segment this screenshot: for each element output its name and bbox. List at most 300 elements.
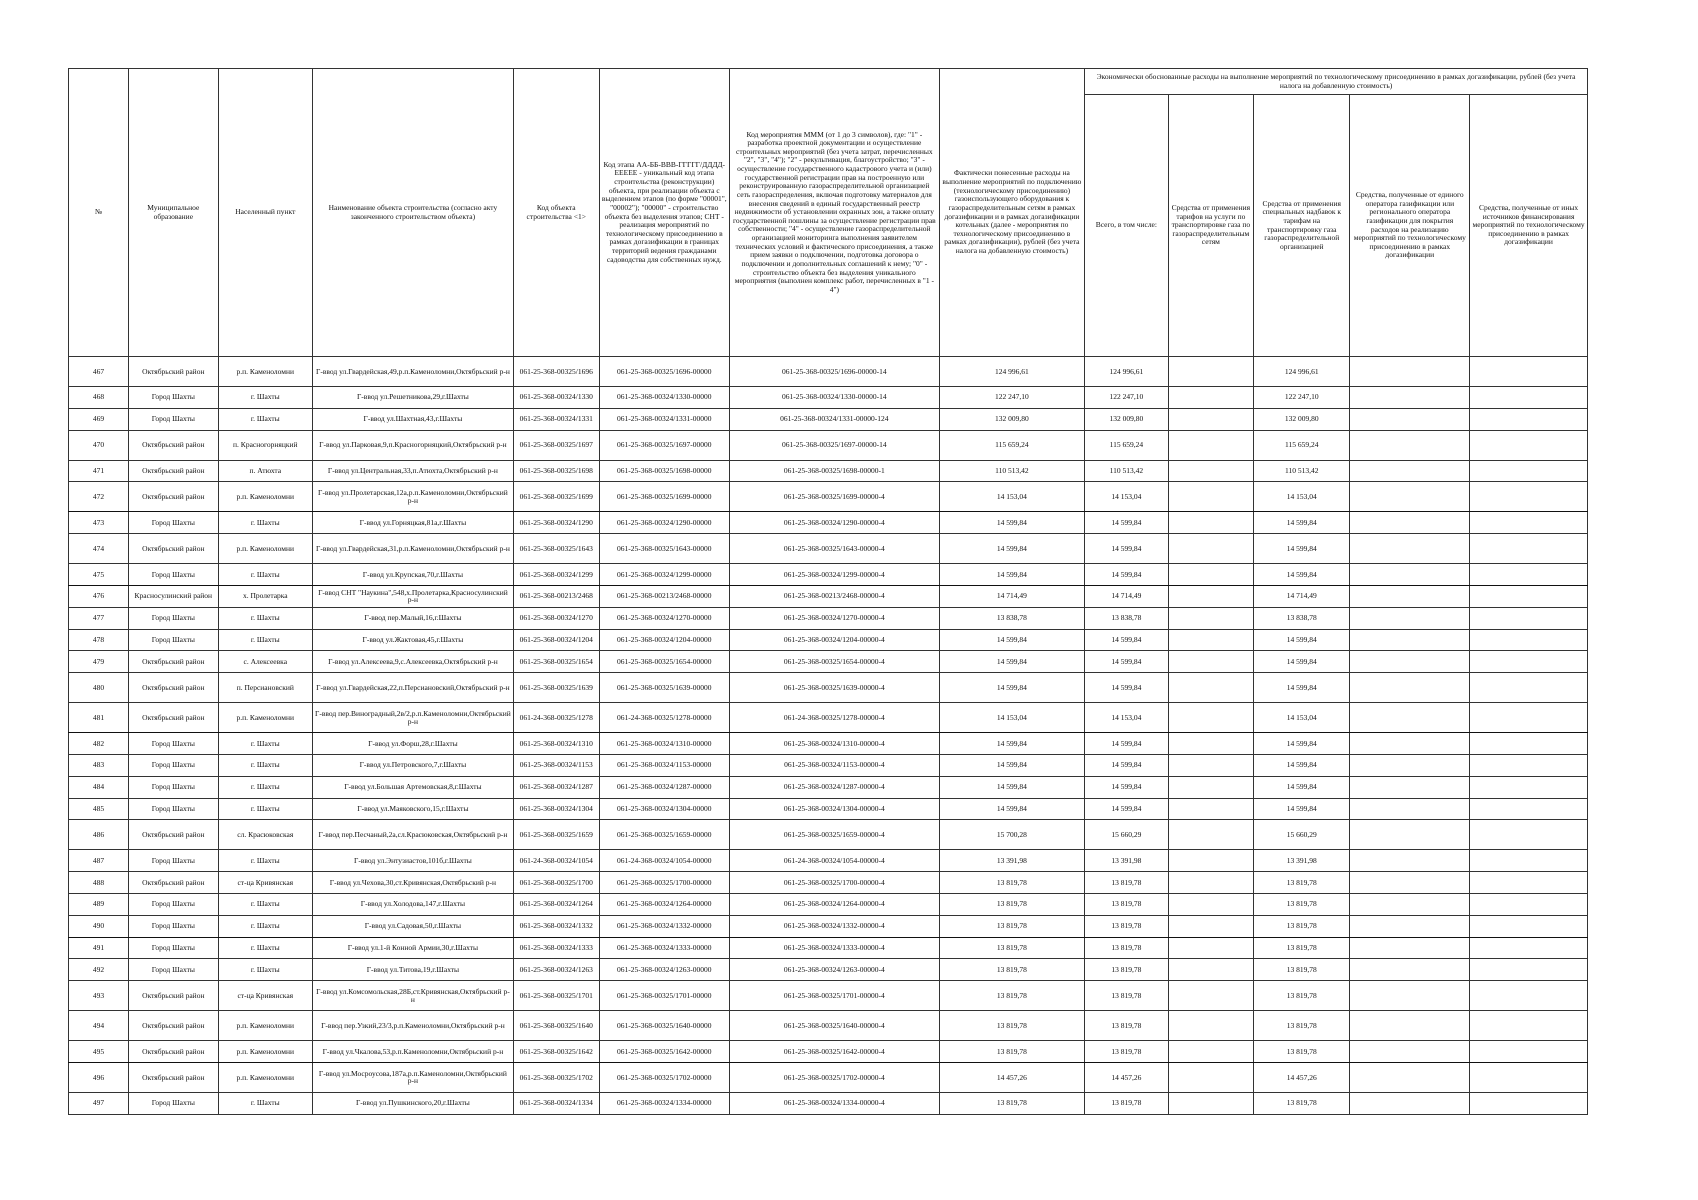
- cell-operator: [1350, 915, 1470, 937]
- cell-stage-code: 061-25-368-00325/1654-00000: [599, 651, 730, 673]
- cell-event-code: 061-25-368-00324/1331-00000-124: [730, 408, 940, 430]
- cell-object-name: Г-ввод ул.Пушкинского,20,г.Шахты: [312, 1092, 513, 1114]
- cell-municipality: Город Шахты: [128, 915, 218, 937]
- cell-total: 14 457,26: [1085, 1062, 1168, 1092]
- cell-tariff: [1168, 482, 1254, 512]
- cell-stage-code: 061-25-368-00325/1697-00000: [599, 430, 730, 460]
- cell-object-code: 061-25-368-00325/1654: [513, 651, 599, 673]
- cell-actual-costs: 13 819,78: [939, 1041, 1084, 1063]
- cell-operator: [1350, 564, 1470, 586]
- cell-event-code: 061-25-368-00324/1332-00000-4: [730, 915, 940, 937]
- cell-operator: [1350, 850, 1470, 872]
- cell-tariff: [1168, 820, 1254, 850]
- cell-event-code: 061-25-368-00213/2468-00000-4: [730, 585, 940, 607]
- cell-total: 13 819,78: [1085, 1041, 1168, 1063]
- cell-surcharge: 14 599,84: [1254, 754, 1350, 776]
- cell-operator: [1350, 733, 1470, 755]
- cell-total: 13 819,78: [1085, 915, 1168, 937]
- cell-actual-costs: 14 153,04: [939, 703, 1084, 733]
- cell-surcharge: 14 153,04: [1254, 703, 1350, 733]
- cell-event-code: 061-25-368-00325/1659-00000-4: [730, 820, 940, 850]
- cell-no: 470: [69, 430, 129, 460]
- cell-surcharge: 14 599,84: [1254, 776, 1350, 798]
- cell-object-code: 061-25-368-00325/1643: [513, 534, 599, 564]
- cell-municipality: Город Шахты: [128, 959, 218, 981]
- cell-object-name: Г-ввод ул.Чкалова,53,р.п.Каменоломни,Октябрьский р-н: [312, 1041, 513, 1063]
- table-row: [69, 798, 1588, 820]
- cell-settlement: п. Атюхта: [218, 460, 312, 482]
- cell-tariff: [1168, 850, 1254, 872]
- cell-object-name: Г-ввод ул.Гвардейская,31,р.п.Каменоломни,Октябрьский р-н: [312, 534, 513, 564]
- cell-tariff: [1168, 408, 1254, 430]
- cell-stage-code: 061-25-368-00324/1264-00000: [599, 893, 730, 915]
- cell-event-code: 061-25-368-00325/1642-00000-4: [730, 1041, 940, 1063]
- cell-municipality: Город Шахты: [128, 798, 218, 820]
- cell-actual-costs: 14 599,84: [939, 629, 1084, 651]
- cell-no: 485: [69, 798, 129, 820]
- cell-settlement: г. Шахты: [218, 959, 312, 981]
- cell-total: 14 599,84: [1085, 534, 1168, 564]
- cell-object-code: 061-25-368-00325/1697: [513, 430, 599, 460]
- cell-operator: [1350, 430, 1470, 460]
- cell-operator: [1350, 357, 1470, 387]
- cell-object-code: 061-25-368-00324/1153: [513, 754, 599, 776]
- cell-total: 13 819,78: [1085, 937, 1168, 959]
- table-row: [69, 408, 1588, 430]
- cell-operator: [1350, 959, 1470, 981]
- cell-object-name: Г-ввод ул.1-й Конной Армии,30,г.Шахты: [312, 937, 513, 959]
- cell-surcharge: 13 819,78: [1254, 1041, 1350, 1063]
- cell-event-code: 061-25-368-00325/1699-00000-4: [730, 482, 940, 512]
- cell-tariff: [1168, 959, 1254, 981]
- cell-other: [1470, 1011, 1588, 1041]
- cell-actual-costs: 13 819,78: [939, 937, 1084, 959]
- table-row: [69, 733, 1588, 755]
- cell-settlement: г. Шахты: [218, 850, 312, 872]
- cell-municipality: Город Шахты: [128, 937, 218, 959]
- cell-settlement: ст-ца Кривянская: [218, 981, 312, 1011]
- cell-object-code: 061-25-368-00324/1204: [513, 629, 599, 651]
- table-row: [69, 1062, 1588, 1092]
- cell-no: 494: [69, 1011, 129, 1041]
- cell-no: 482: [69, 733, 129, 755]
- table-row: [69, 534, 1588, 564]
- cell-event-code: 061-25-368-00325/1640-00000-4: [730, 1011, 940, 1041]
- cell-settlement: г. Шахты: [218, 937, 312, 959]
- cell-municipality: Город Шахты: [128, 754, 218, 776]
- cell-object-code: 061-25-368-00324/1270: [513, 607, 599, 629]
- cell-object-name: Г-ввод пер.Малый,16,г.Шахты: [312, 607, 513, 629]
- cell-actual-costs: 14 599,84: [939, 754, 1084, 776]
- cell-event-code: 061-25-368-00325/1643-00000-4: [730, 534, 940, 564]
- cell-object-name: Г-ввод ул.Гвардейская,49,р.п.Каменоломни,Октябрьский р-н: [312, 357, 513, 387]
- cell-municipality: Красносулинский район: [128, 585, 218, 607]
- cell-actual-costs: 132 009,80: [939, 408, 1084, 430]
- cell-object-name: Г-ввод ул.Холодова,147,г.Шахты: [312, 893, 513, 915]
- cell-no: 474: [69, 534, 129, 564]
- cell-actual-costs: 14 153,04: [939, 482, 1084, 512]
- cell-actual-costs: 13 819,78: [939, 1092, 1084, 1114]
- cell-no: 488: [69, 872, 129, 894]
- table-row: [69, 673, 1588, 703]
- cell-tariff: [1168, 754, 1254, 776]
- cell-surcharge: 13 819,78: [1254, 915, 1350, 937]
- cell-object-name: Г-ввод ул.Титова,19,г.Шахты: [312, 959, 513, 981]
- cell-stage-code: 061-25-368-00325/1700-00000: [599, 872, 730, 894]
- cell-operator: [1350, 754, 1470, 776]
- cell-other: [1470, 564, 1588, 586]
- cell-object-name: Г-ввод ул.Чехова,30,ст.Кривянская,Октябрьский р-н: [312, 872, 513, 894]
- cell-no: 481: [69, 703, 129, 733]
- table-row: [69, 651, 1588, 673]
- cell-total: 124 996,61: [1085, 357, 1168, 387]
- cell-object-name: Г-ввод пер.Виноградный,2в/2,р.п.Каменоломни,Октябрьский р-н: [312, 703, 513, 733]
- cell-no: 475: [69, 564, 129, 586]
- cell-event-code: 061-25-368-00325/1700-00000-4: [730, 872, 940, 894]
- cell-settlement: п. Персиановский: [218, 673, 312, 703]
- cell-surcharge: 13 819,78: [1254, 937, 1350, 959]
- cell-operator: [1350, 937, 1470, 959]
- cell-municipality: Город Шахты: [128, 387, 218, 409]
- cell-event-code: 061-25-368-00325/1701-00000-4: [730, 981, 940, 1011]
- cell-no: 476: [69, 585, 129, 607]
- cell-object-name: Г-ввод ул.Центральная,33,п.Атюхта,Октябрьский р-н: [312, 460, 513, 482]
- cell-surcharge: 13 819,78: [1254, 1011, 1350, 1041]
- cell-surcharge: 13 819,78: [1254, 1092, 1350, 1114]
- table-row: [69, 1041, 1588, 1063]
- cell-surcharge: 14 599,84: [1254, 673, 1350, 703]
- cell-tariff: [1168, 430, 1254, 460]
- cell-event-code: 061-25-368-00324/1334-00000-4: [730, 1092, 940, 1114]
- header-municipality: Муниципальное образование: [128, 69, 218, 357]
- cell-actual-costs: 13 819,78: [939, 959, 1084, 981]
- cell-municipality: Октябрьский район: [128, 651, 218, 673]
- cell-settlement: г. Шахты: [218, 408, 312, 430]
- cell-other: [1470, 776, 1588, 798]
- cell-total: 14 599,84: [1085, 651, 1168, 673]
- cell-tariff: [1168, 387, 1254, 409]
- cell-actual-costs: 110 513,42: [939, 460, 1084, 482]
- cell-actual-costs: 14 599,84: [939, 651, 1084, 673]
- cell-event-code: 061-25-368-00324/1290-00000-4: [730, 512, 940, 534]
- cell-stage-code: 061-25-368-00324/1334-00000: [599, 1092, 730, 1114]
- cell-no: 483: [69, 754, 129, 776]
- cell-object-name: Г-ввод ул.Петровского,7,г.Шахты: [312, 754, 513, 776]
- cell-surcharge: 14 599,84: [1254, 512, 1350, 534]
- cell-total: 14 714,49: [1085, 585, 1168, 607]
- table-row: [69, 850, 1588, 872]
- cell-tariff: [1168, 585, 1254, 607]
- header-stage-code: Код этапа АА-ББ-ВВВ-ГГГГГ/ДДДД-ЕЕЕЕЕ - уникальный код этапа строительства (реконструкции) объекта, при реализации объекта с выделением этапов (по форме "00001", "00002"); "00000" - строительство объекта без выделения этапов; СНТ - реализация мероприятий по технологическому присоединению в рамках догазификации в границах территорий ведения гражданами садоводства для собственных нужд.: [599, 69, 730, 357]
- cell-municipality: Октябрьский район: [128, 534, 218, 564]
- table-row: [69, 959, 1588, 981]
- cell-stage-code: 061-25-368-00324/1299-00000: [599, 564, 730, 586]
- cell-surcharge: 13 819,78: [1254, 959, 1350, 981]
- cell-stage-code: 061-25-368-00325/1696-00000: [599, 357, 730, 387]
- cell-no: 480: [69, 673, 129, 703]
- cell-object-code: 061-25-368-00324/1334: [513, 1092, 599, 1114]
- cell-stage-code: 061-25-368-00324/1332-00000: [599, 915, 730, 937]
- cell-operator: [1350, 1092, 1470, 1114]
- cell-municipality: Город Шахты: [128, 629, 218, 651]
- cell-settlement: р.п. Каменоломни: [218, 534, 312, 564]
- cell-event-code: 061-24-368-00324/1054-00000-4: [730, 850, 940, 872]
- table-row: [69, 872, 1588, 894]
- cell-settlement: г. Шахты: [218, 754, 312, 776]
- table-row: [69, 607, 1588, 629]
- cell-object-code: 061-25-368-00324/1304: [513, 798, 599, 820]
- cell-object-name: Г-ввод ул.Садовая,50,г.Шахты: [312, 915, 513, 937]
- cell-stage-code: 061-25-368-00325/1698-00000: [599, 460, 730, 482]
- cell-object-name: Г-ввод ул.Алексеева,9,с.Алексеевка,Октябрьский р-н: [312, 651, 513, 673]
- cell-no: 496: [69, 1062, 129, 1092]
- header-sub-other: Средства, полученные от иных источников финансирования мероприятий по технологическому присоединению в рамках догазификации: [1470, 95, 1588, 357]
- cell-operator: [1350, 798, 1470, 820]
- cell-object-code: 061-25-368-00324/1264: [513, 893, 599, 915]
- cell-settlement: г. Шахты: [218, 733, 312, 755]
- header-settlement: Населенный пункт: [218, 69, 312, 357]
- cell-object-code: 061-24-368-00324/1054: [513, 850, 599, 872]
- cell-object-code: 061-25-368-00324/1299: [513, 564, 599, 586]
- cell-event-code: 061-25-368-00324/1333-00000-4: [730, 937, 940, 959]
- cell-operator: [1350, 585, 1470, 607]
- header-group-title: Экономически обоснованные расходы на выполнение мероприятий по технологическому присоединению в рамках догазификации, рублей (без учета налога на добавленную стоимость): [1085, 69, 1588, 95]
- cell-no: 472: [69, 482, 129, 512]
- cell-municipality: Октябрьский район: [128, 673, 218, 703]
- cell-tariff: [1168, 937, 1254, 959]
- cell-tariff: [1168, 703, 1254, 733]
- cell-settlement: р.п. Каменоломни: [218, 1041, 312, 1063]
- cell-other: [1470, 872, 1588, 894]
- cell-stage-code: 061-25-368-00324/1204-00000: [599, 629, 730, 651]
- cell-settlement: г. Шахты: [218, 798, 312, 820]
- cell-settlement: р.п. Каменоломни: [218, 482, 312, 512]
- cell-event-code: 061-25-368-00324/1310-00000-4: [730, 733, 940, 755]
- table-body: [69, 357, 1588, 1115]
- cell-stage-code: 061-25-368-00324/1263-00000: [599, 959, 730, 981]
- cell-actual-costs: 14 599,84: [939, 564, 1084, 586]
- cell-surcharge: 13 819,78: [1254, 872, 1350, 894]
- table-row: [69, 915, 1588, 937]
- cell-total: 13 819,78: [1085, 872, 1168, 894]
- cell-no: 471: [69, 460, 129, 482]
- cell-settlement: р.п. Каменоломни: [218, 357, 312, 387]
- cell-total: 14 153,04: [1085, 703, 1168, 733]
- cell-object-code: 061-25-368-00324/1330: [513, 387, 599, 409]
- cell-other: [1470, 850, 1588, 872]
- cell-stage-code: 061-25-368-00213/2468-00000: [599, 585, 730, 607]
- cell-stage-code: 061-25-368-00325/1642-00000: [599, 1041, 730, 1063]
- cell-total: 13 819,78: [1085, 981, 1168, 1011]
- cell-surcharge: 14 599,84: [1254, 534, 1350, 564]
- cell-event-code: 061-25-368-00324/1270-00000-4: [730, 607, 940, 629]
- cell-other: [1470, 1092, 1588, 1114]
- cell-other: [1470, 387, 1588, 409]
- cell-object-name: Г-ввод ул.Маяковского,15,г.Шахты: [312, 798, 513, 820]
- cell-total: 13 819,78: [1085, 959, 1168, 981]
- cell-object-code: 061-25-368-00325/1699: [513, 482, 599, 512]
- cell-surcharge: 14 599,84: [1254, 733, 1350, 755]
- cell-object-code: 061-25-368-00325/1642: [513, 1041, 599, 1063]
- cell-actual-costs: 13 819,78: [939, 872, 1084, 894]
- cell-municipality: Город Шахты: [128, 1092, 218, 1114]
- header-actual-costs: Фактически понесенные расходы на выполнение мероприятий по подключению (технологическому присоединению) газоиспользующего оборудования к газораспределительным сетям в рамках догазификации и в рамках догазификации котельных (далее - мероприятия по технологическому присоединению в рамках догазификации), рублей (без учета налога на добавленную стоимость): [939, 69, 1084, 357]
- cell-municipality: Город Шахты: [128, 733, 218, 755]
- cell-object-code: 061-25-368-00213/2468: [513, 585, 599, 607]
- cell-settlement: г. Шахты: [218, 512, 312, 534]
- cell-object-name: Г-ввод ул.Форш,28,г.Шахты: [312, 733, 513, 755]
- cell-operator: [1350, 482, 1470, 512]
- table-row: [69, 387, 1588, 409]
- cell-event-code: 061-24-368-00325/1278-00000-4: [730, 703, 940, 733]
- cell-surcharge: 14 599,84: [1254, 798, 1350, 820]
- cell-total: 14 599,84: [1085, 512, 1168, 534]
- cell-event-code: 061-25-368-00324/1287-00000-4: [730, 776, 940, 798]
- table-row: [69, 1092, 1588, 1114]
- header-sub-total: Всего, в том числе:: [1085, 95, 1168, 357]
- cell-operator: [1350, 872, 1470, 894]
- cell-settlement: р.п. Каменоломни: [218, 1062, 312, 1092]
- cell-object-code: 061-25-368-00324/1331: [513, 408, 599, 430]
- cell-tariff: [1168, 629, 1254, 651]
- table-row: [69, 512, 1588, 534]
- cell-operator: [1350, 460, 1470, 482]
- cell-stage-code: 061-25-368-00324/1331-00000: [599, 408, 730, 430]
- header-object-name: Наименование объекта строительства (согласно акту законченного строительством объекта): [312, 69, 513, 357]
- cell-tariff: [1168, 1041, 1254, 1063]
- cell-surcharge: 122 247,10: [1254, 387, 1350, 409]
- cell-total: 13 838,78: [1085, 607, 1168, 629]
- cell-actual-costs: 122 247,10: [939, 387, 1084, 409]
- table-row: [69, 585, 1588, 607]
- cell-other: [1470, 1062, 1588, 1092]
- cell-object-name: Г-ввод ул.Шахтная,43,г.Шахты: [312, 408, 513, 430]
- cell-other: [1470, 512, 1588, 534]
- cell-total: 14 599,84: [1085, 673, 1168, 703]
- cell-other: [1470, 357, 1588, 387]
- cell-actual-costs: 14 457,26: [939, 1062, 1084, 1092]
- table-header: [69, 69, 1588, 357]
- cell-tariff: [1168, 1011, 1254, 1041]
- cell-total: 14 599,84: [1085, 754, 1168, 776]
- cell-stage-code: 061-25-368-00325/1659-00000: [599, 820, 730, 850]
- cell-event-code: 061-25-368-00325/1698-00000-1: [730, 460, 940, 482]
- cell-municipality: Город Шахты: [128, 408, 218, 430]
- cell-surcharge: 124 996,61: [1254, 357, 1350, 387]
- cell-tariff: [1168, 1092, 1254, 1114]
- cell-settlement: ст-ца Кривянская: [218, 872, 312, 894]
- cell-object-name: Г-ввод ул.Парковая,9,п.Красногорняцкий,Октябрьский р-н: [312, 430, 513, 460]
- cell-surcharge: 14 599,84: [1254, 651, 1350, 673]
- cell-surcharge: 14 599,84: [1254, 564, 1350, 586]
- cell-stage-code: 061-25-368-00324/1310-00000: [599, 733, 730, 755]
- cell-municipality: Октябрьский район: [128, 820, 218, 850]
- cell-tariff: [1168, 798, 1254, 820]
- cell-object-code: 061-25-368-00325/1701: [513, 981, 599, 1011]
- cell-operator: [1350, 820, 1470, 850]
- cell-no: 479: [69, 651, 129, 673]
- cell-no: 491: [69, 937, 129, 959]
- cell-object-name: Г-ввод ул.Энтузиастов,101б,г.Шахты: [312, 850, 513, 872]
- cell-operator: [1350, 1062, 1470, 1092]
- cell-event-code: 061-25-368-00325/1697-00000-14: [730, 430, 940, 460]
- table-row: [69, 564, 1588, 586]
- cell-tariff: [1168, 564, 1254, 586]
- cell-tariff: [1168, 981, 1254, 1011]
- cell-total: 13 391,98: [1085, 850, 1168, 872]
- cell-operator: [1350, 981, 1470, 1011]
- cell-other: [1470, 629, 1588, 651]
- cell-no: 484: [69, 776, 129, 798]
- cell-actual-costs: 115 659,24: [939, 430, 1084, 460]
- cell-actual-costs: 14 599,84: [939, 733, 1084, 755]
- cell-other: [1470, 820, 1588, 850]
- cell-actual-costs: 13 819,78: [939, 981, 1084, 1011]
- cell-operator: [1350, 776, 1470, 798]
- cell-actual-costs: 14 599,84: [939, 512, 1084, 534]
- cell-other: [1470, 585, 1588, 607]
- cell-stage-code: 061-25-368-00325/1640-00000: [599, 1011, 730, 1041]
- cell-object-code: 061-25-368-00324/1287: [513, 776, 599, 798]
- cell-tariff: [1168, 607, 1254, 629]
- cell-stage-code: 061-24-368-00325/1278-00000: [599, 703, 730, 733]
- cell-settlement: г. Шахты: [218, 387, 312, 409]
- cell-object-code: 061-24-368-00325/1278: [513, 703, 599, 733]
- cell-actual-costs: 14 599,84: [939, 534, 1084, 564]
- cell-municipality: Город Шахты: [128, 776, 218, 798]
- cell-total: 14 599,84: [1085, 733, 1168, 755]
- cell-other: [1470, 893, 1588, 915]
- cell-operator: [1350, 512, 1470, 534]
- cell-actual-costs: 13 819,78: [939, 893, 1084, 915]
- table-row: [69, 703, 1588, 733]
- cell-surcharge: 115 659,24: [1254, 430, 1350, 460]
- cell-object-code: 061-25-368-00325/1639: [513, 673, 599, 703]
- cell-stage-code: 061-25-368-00324/1287-00000: [599, 776, 730, 798]
- cell-settlement: г. Шахты: [218, 564, 312, 586]
- cell-tariff: [1168, 534, 1254, 564]
- cell-event-code: 061-25-368-00325/1696-00000-14: [730, 357, 940, 387]
- table-row: [69, 629, 1588, 651]
- table-row: [69, 357, 1588, 387]
- cell-actual-costs: 14 599,84: [939, 673, 1084, 703]
- cell-actual-costs: 13 819,78: [939, 915, 1084, 937]
- cell-object-name: Г-ввод ул.Большая Артемовская,8,г.Шахты: [312, 776, 513, 798]
- cell-stage-code: 061-25-368-00325/1699-00000: [599, 482, 730, 512]
- cell-operator: [1350, 408, 1470, 430]
- cell-object-name: Г-ввод ул.Крупская,70,г.Шахты: [312, 564, 513, 586]
- cell-object-code: 061-25-368-00324/1263: [513, 959, 599, 981]
- cell-settlement: г. Шахты: [218, 629, 312, 651]
- cell-object-name: Г-ввод ул.Пролетарская,12а,р.п.Каменоломни,Октябрьский р-н: [312, 482, 513, 512]
- cell-operator: [1350, 673, 1470, 703]
- cell-tariff: [1168, 357, 1254, 387]
- cell-municipality: Октябрьский район: [128, 1041, 218, 1063]
- cell-object-name: Г-ввод ул.Горняцкая,81а,г.Шахты: [312, 512, 513, 534]
- cell-surcharge: 13 819,78: [1254, 981, 1350, 1011]
- cell-surcharge: 14 599,84: [1254, 629, 1350, 651]
- cell-object-name: Г-ввод пер.Песчаный,2а,сл.Красюковская,Октябрьский р-н: [312, 820, 513, 850]
- cell-tariff: [1168, 776, 1254, 798]
- header-sub-tariff: Средства от применения тарифов на услуги по транспортировке газа по газораспределительным сетям: [1168, 95, 1254, 357]
- cell-other: [1470, 482, 1588, 512]
- cell-operator: [1350, 607, 1470, 629]
- cell-stage-code: 061-25-368-00324/1304-00000: [599, 798, 730, 820]
- cell-object-code: 061-25-368-00325/1659: [513, 820, 599, 850]
- cell-other: [1470, 937, 1588, 959]
- cell-municipality: Город Шахты: [128, 512, 218, 534]
- cell-no: 467: [69, 357, 129, 387]
